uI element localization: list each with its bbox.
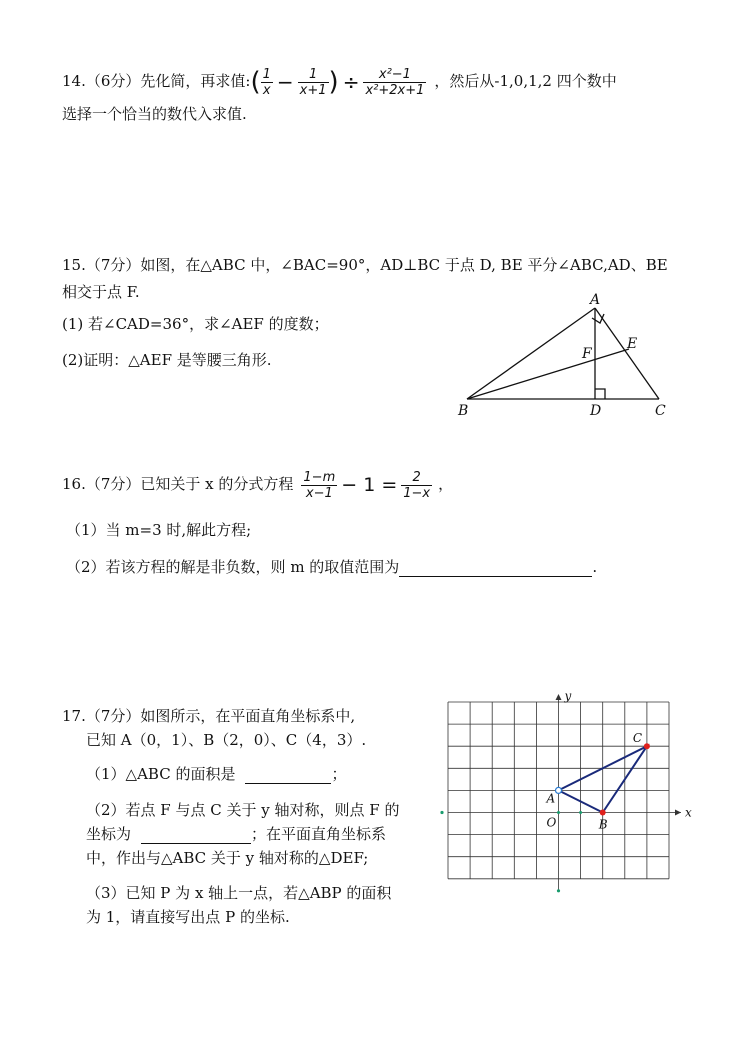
q17-part3a: （3）已知 P 为 x 轴上一点，若△ABP 的面积 — [86, 884, 392, 902]
q14-line2: 选择一个恰当的数代入求值. — [62, 105, 247, 123]
q16-part1: （1）当 m=3 时,解此方程; — [66, 521, 252, 539]
origin-marker — [557, 811, 560, 814]
origin-label: O — [546, 815, 557, 830]
q14-suffix: ，然后从-1,0,1,2 四个数中 — [434, 72, 617, 90]
q16-part2: （2）若该方程的解是非负数，则 m 的取值范围为 . — [66, 558, 598, 576]
label-b: B — [458, 403, 469, 419]
q15-triangle-figure — [450, 288, 680, 428]
point-a-label: A — [546, 791, 556, 806]
q14-frac2: $\frac{1}{x+1}$ — [299, 66, 327, 98]
q17-f-blank[interactable] — [141, 827, 251, 844]
q16-frac2: $\frac{2}{1-x}$ — [403, 469, 431, 501]
q15-part2: (2)证明：△AEF 是等腰三角形. — [62, 351, 272, 369]
label-a: A — [590, 292, 601, 308]
q16-mid: − 1 = — [341, 474, 398, 496]
q16-answer-blank[interactable] — [399, 560, 592, 577]
q14-prefix: 14.（6分）先化简，再求值: — [62, 72, 251, 90]
q14-minus: − — [276, 70, 294, 94]
segment-ac — [595, 308, 659, 399]
label-e: E — [627, 336, 638, 352]
axis-marker — [557, 889, 560, 892]
q17-part2d: 中，作出与△ABC 关于 y 轴对称的△DEF; — [86, 849, 369, 867]
q17-part3b: 为 1，请直接写出点 P 的坐标. — [86, 908, 290, 926]
label-d: D — [590, 403, 602, 419]
q14-line1 — [62, 64, 617, 98]
q17-part2b: 坐标为 ；在平面直角坐标系 — [86, 825, 387, 843]
point-c-label: C — [632, 731, 643, 746]
q16-suffix: ， — [438, 475, 454, 493]
q17-area-blank[interactable] — [245, 767, 331, 784]
x-axis-label: x — [685, 805, 692, 820]
x-axis-arrow-icon — [675, 810, 681, 816]
q14-frac1: $\frac{1}{x}$ — [262, 66, 271, 98]
q16-frac1: $\frac{1-m}{x-1}$ — [303, 469, 336, 501]
point-b — [600, 810, 606, 816]
q17-line1: 17.（7分）如图所示，在平面直角坐标系中, — [62, 707, 356, 725]
right-angle-a — [592, 314, 604, 323]
q15-part1: (1) 若∠CAD=36°，求∠AEF 的度数； — [62, 315, 329, 333]
q17-part2a: （2）若点 F 与点 C 关于 y 轴对称，则点 F 的 — [86, 801, 400, 819]
q14-frac3: $\frac{\text{x²−1}}{\text{x²+2x+1}}$ — [365, 66, 425, 98]
point-a — [556, 787, 562, 793]
q14-paren-close: ) — [328, 67, 339, 97]
q17-line2: 已知 A（0，1）、B（2，0）、C（4，3）. — [86, 731, 367, 749]
unit-marker — [579, 811, 582, 814]
q17-part1: （1）△ABC 的面积是 ； — [86, 765, 347, 783]
y-axis-arrow-icon — [556, 694, 562, 700]
label-f: F — [582, 346, 592, 362]
point-c — [644, 743, 650, 749]
q14-paren-open: ( — [250, 67, 261, 97]
q15-line2: 相交于点 F. — [62, 283, 140, 301]
y-axis-label: y — [564, 692, 572, 703]
q16-prefix: 16.（7分）已知关于 x 的分式方程 — [62, 475, 294, 493]
q15-line1: 15.（7分）如图，在△ABC 中，∠BAC=90°，AD⊥BC 于点 D, BE 平分∠ABC,AD、BE — [62, 256, 668, 274]
q14-divide: ÷ — [342, 70, 360, 94]
point-b-label: B — [598, 817, 608, 832]
right-angle-d — [595, 389, 605, 399]
segment-ab — [467, 308, 595, 399]
label-c: C — [655, 403, 666, 419]
axis-marker — [440, 811, 443, 814]
q17-coordinate-grid — [436, 692, 698, 942]
q16-line1 — [62, 466, 453, 502]
